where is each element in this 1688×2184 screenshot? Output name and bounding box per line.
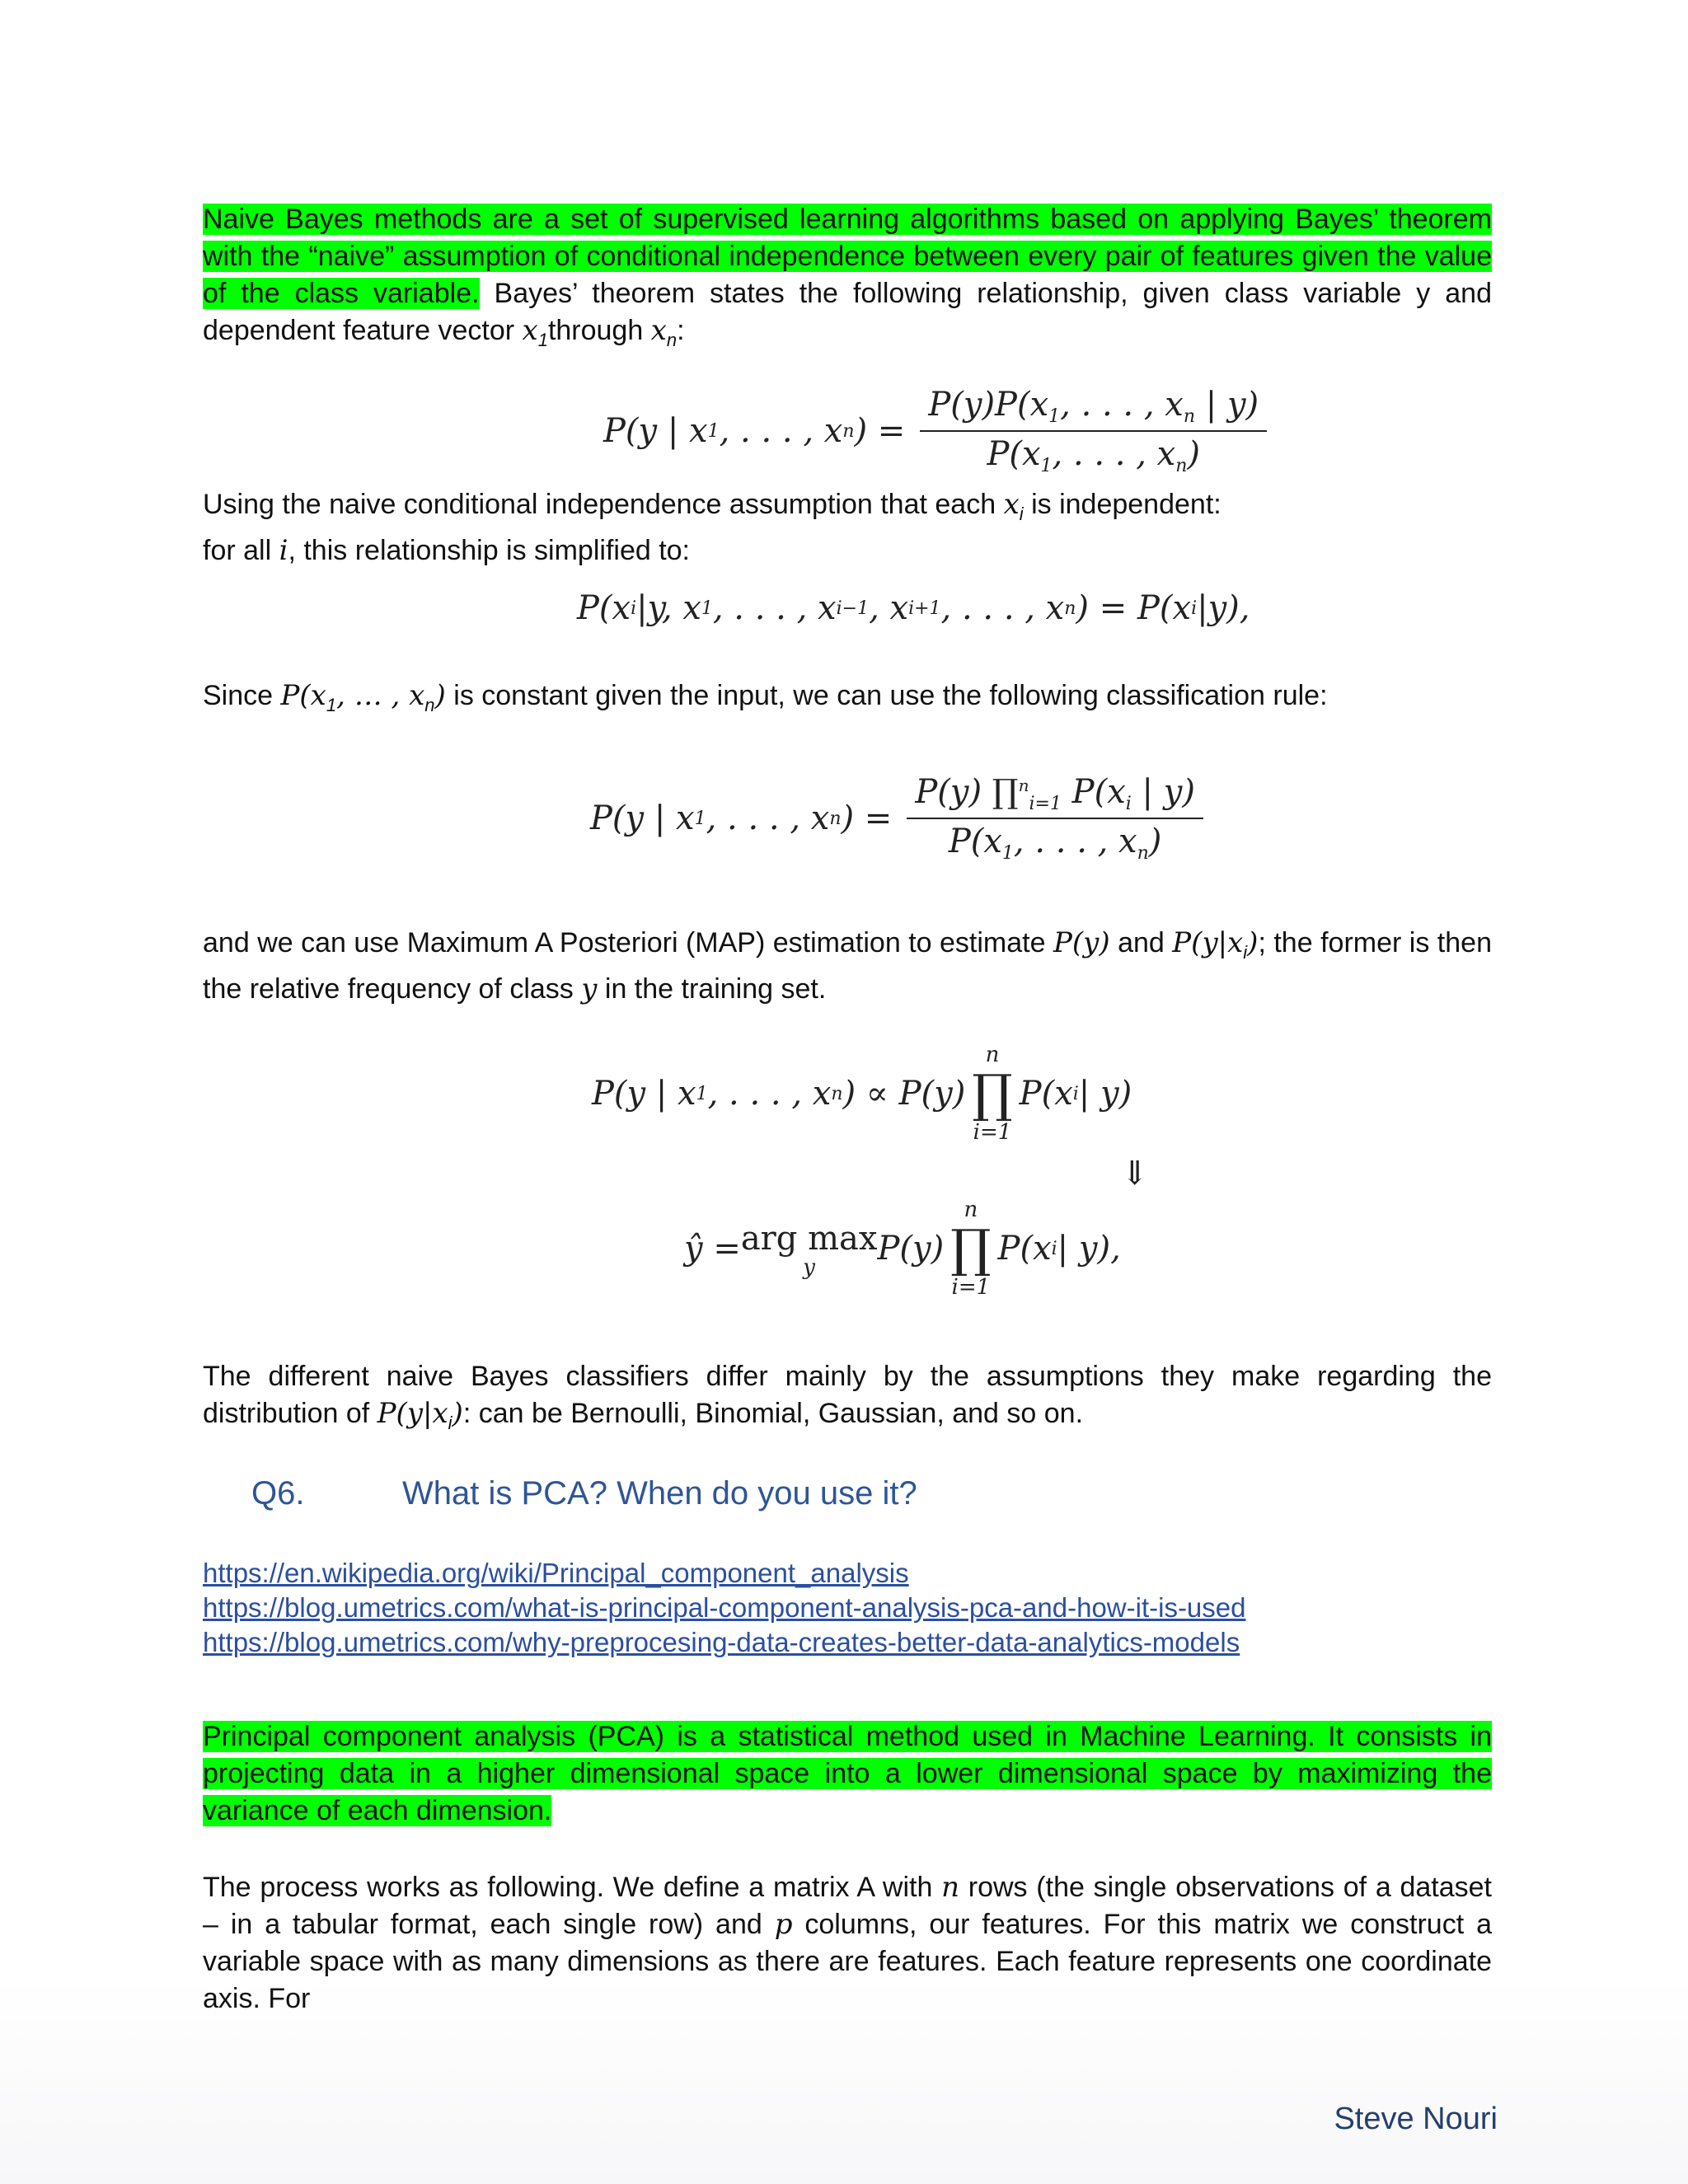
map-estimation-paragraph: and we can use Maximum A Posteriori (MAP) estimation to estimate P(y) and $P(y|x_i)$; the former is then the relative frequency of class y in the training set. bbox=[203, 926, 1492, 1005]
footer-author: Steve Nouri bbox=[1334, 2102, 1498, 2136]
highlighted-definition: Naive Bayes methods are a set of supervised learning algorithms based on applying Bayes’ theorem with the “naive” assumption of conditional independence between every pair of features given the value of the class variable. bbox=[203, 204, 1492, 309]
reference-links bbox=[203, 1556, 1246, 1660]
equation-conditional-independence: P(x i |y, x 1 , . . . , x i−1 , x i+1 , . . . , x n ) = P(x i |y), bbox=[577, 589, 1250, 627]
equation-map-decision: P(y | x 1 , . . . , x n ) ∝ P(y) n ∏ i=1 P(x i | y) ⇓ ŷ = arg max y P(y) n ∏ i=1 P(x i | y), bbox=[592, 1043, 1149, 1300]
section-title: What is PCA? When do you use it? bbox=[402, 1475, 917, 1511]
naive-bayes-intro: Naive Bayes methods are a set of supervised learning algorithms based on applying Bayes’ theorem with the “naive” assumption of conditional independence between every pair of features given the value of the class variable. Bayes’ theorem states the following relationship, given class variable y and dependent feature vector $x_1through$ $x_n$: bbox=[203, 204, 1492, 350]
classifier-differences-paragraph: The different naive Bayes classifiers differ mainly by the assumptions they make regarding the distribution of $P(y|x_i)$: can be Bernoulli, Binomial, Gaussian, and so on. bbox=[203, 1361, 1492, 1433]
implies-down-arrow: ⇓ bbox=[1121, 1155, 1149, 1193]
pca-process-paragraph: The process works as following. We define a matrix A with n rows (the single observations of a dataset – in a tabular format, each single row) and p columns, our features. For this matrix we construct a variable space with as many dimensions as there are features. Each feature represents one coordinate axis. For bbox=[203, 1871, 1493, 2014]
fraction-bar bbox=[920, 430, 1267, 432]
product-operator: n ∏ i=1 bbox=[972, 1043, 1013, 1145]
equation-classification-rule: P(y | x 1 , . . . , x n ) = $\frac{P(y) \prod^n_{i=1} P(x_i | y)}{P(x_1, . . . , x_n)}$ bbox=[0, 773, 1688, 872]
link-umetrics-preprocessing[interactable]: https://blog.umetrics.com/why-preprocesing-data-creates-better-data-analytics-models bbox=[203, 1627, 1240, 1657]
classification-rule-intro: Since $P(x_1$, … , $x_n$) is constant given the input, we can use the following classification rule: bbox=[203, 679, 1328, 715]
fraction-bar bbox=[907, 818, 1203, 819]
fraction: $\frac{P(y)P(x_1, . . . , x_n | y)}{P(x_1, . . . , x_n)}$ bbox=[920, 386, 1267, 476]
pca-definition bbox=[203, 1718, 1492, 1830]
equation-bayes-theorem: P(y | x 1 , . . . , x n ) = $\frac{P(y)P(x_1, . . . , x_n | y)}{P(x_1, . . . , x_n)}$ bbox=[0, 386, 1688, 476]
product-operator: n ∏ i=1 bbox=[950, 1197, 992, 1300]
section-heading bbox=[251, 1475, 917, 1512]
independence-paragraph: Using the naive conditional independence assumption that each $x_i$ is independent: for all i, this relationship is simplified to: bbox=[203, 488, 1221, 567]
argmax-operator: arg max y bbox=[740, 1220, 878, 1280]
section-number: Q6. bbox=[251, 1475, 305, 1511]
highlighted-definition: Principal component analysis (PCA) is a statistical method used in Machine Learning. It consists in projecting data in a higher dimensional space into a lower dimensional space by maximizing the variance of each dimension. bbox=[203, 1721, 1492, 1826]
link-umetrics-what-is-pca[interactable]: https://blog.umetrics.com/what-is-principal-component-analysis-pca-and-how-it-is-used bbox=[203, 1592, 1246, 1623]
fraction: $\frac{P(y) \prod^n_{i=1} P(x_i | y)}{P(x_1, . . . , x_n)}$ bbox=[907, 773, 1203, 864]
link-wikipedia-pca[interactable]: https://en.wikipedia.org/wiki/Principal_component_analysis bbox=[203, 1558, 909, 1588]
